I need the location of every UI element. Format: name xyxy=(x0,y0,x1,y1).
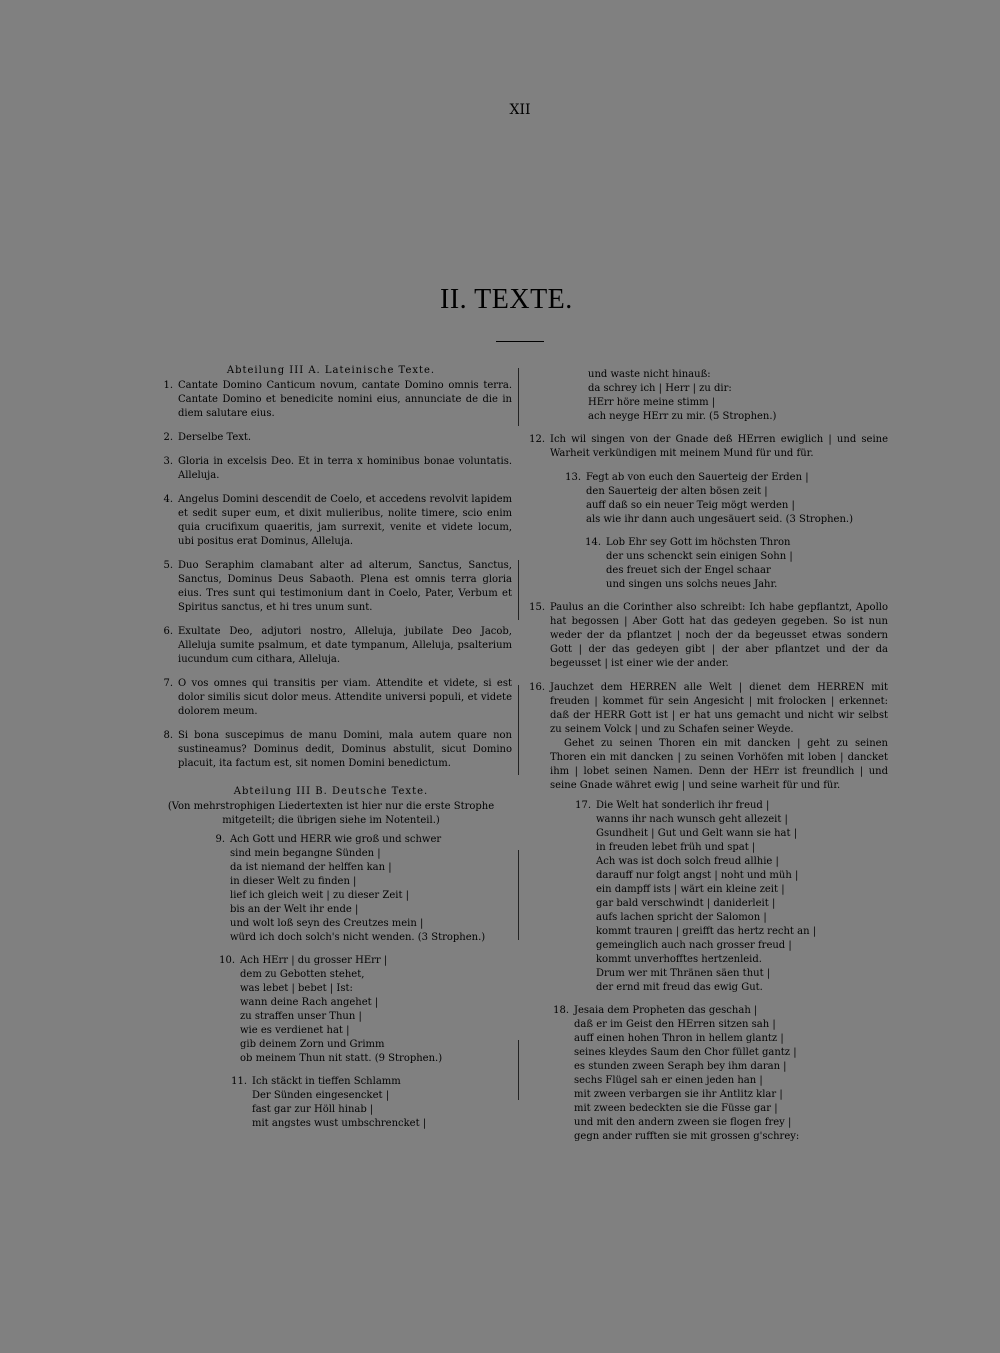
text-item xyxy=(150,729,512,771)
verse-line: gar bald verschwindt | daniderleit | xyxy=(596,898,776,909)
verse-line: der uns schenckt sein einigen Sohn | xyxy=(606,551,793,562)
column-rule xyxy=(518,560,519,620)
item-number: 6. xyxy=(163,626,173,637)
verse-line: und waste nicht hinauß: xyxy=(588,369,711,380)
verse-line: zu straffen unser Thun | xyxy=(240,1011,362,1022)
title-rule xyxy=(496,341,544,342)
item-text: Jauchzet dem HERREN alle Welt | dienet dem HERREN mit freuden | kommet für sein Angesicht | mit frolocken | erkennet: daß der HERR Gott ist | er hat uns gemacht und nicht wir selbst zu seinem Volck | und zu Schafen seiner Weyde. xyxy=(550,682,888,735)
verse-line: auff einen hohen Thron in hellem glantz | xyxy=(574,1033,784,1044)
page-number: XII xyxy=(509,102,531,118)
text-item xyxy=(528,601,888,671)
verse-line: Fegt ab von euch den Sauerteig der Erden | xyxy=(586,472,809,483)
verse-line: kommt unverhofftes hertzenleid. xyxy=(596,954,762,965)
verse-line: Ach Gott und HERR wie groß und schwer xyxy=(230,834,442,845)
column-rule xyxy=(518,1040,519,1100)
verse-line: Ach HErr | du grosser HErr | xyxy=(240,955,388,966)
verse-item xyxy=(212,1075,512,1131)
item-text: Gloria in excelsis Deo. Et in terra x hominibus bonae voluntatis. Alleluja. xyxy=(178,456,512,481)
column-rule xyxy=(518,368,519,426)
verse-line: ach neyge HErr zu mir. (5 Strophen.) xyxy=(588,411,777,422)
verse-line: aufs lachen spricht der Salomon | xyxy=(596,912,767,923)
item-number: 5. xyxy=(163,560,173,571)
verse-line: es stunden zween Seraph bey ihm daran | xyxy=(574,1061,787,1072)
item-text: Cantate Domino Canticum novum, cantate Domino omnis terra. Cantate Domino et benedicite nomini eius, annunciate de die in diem salutare eius. xyxy=(178,380,512,419)
section-heading-german: Abteilung III B. Deutsche Texte. xyxy=(233,786,429,797)
item-text: Paulus an die Corinther also schreibt: Ich habe gepflantzt, Apollo hat begossen | Aber Gott hat das gedeyen gegeben. So ist nun weder der da pflantzet | noch der da begeusset etwas sondern Gott | der das gedeyen gibt | der aber pflantzet und der da begeusset | ist einer wie der ander. xyxy=(550,602,888,669)
verse-line: fast gar zur Höll hinab | xyxy=(252,1104,374,1115)
text-item xyxy=(528,433,888,461)
verse-line: kommt trauren | greifft das hertz recht an | xyxy=(596,926,817,937)
verse-line: da ist niemand der helffen kan | xyxy=(230,862,392,873)
verse-line: mit angstes wust umbschrencket | xyxy=(252,1118,427,1129)
verse-item xyxy=(534,1004,888,1144)
verse-line: würd ich doch solch's nicht wenden. (3 Strophen.) xyxy=(230,932,486,943)
verse-line: den Sauerteig der alten bösen zeit | xyxy=(586,486,768,497)
verse-line: ein dampff ists | wärt ein kleine zeit | xyxy=(596,884,785,895)
verse-line: was lebet | bebet | Ist: xyxy=(240,983,353,994)
left-column xyxy=(150,364,512,1140)
verse-line: sechs Flügel sah er einen jeden han | xyxy=(574,1075,763,1086)
item-text: Si bona suscepimus de manu Domini, mala autem quare non sustineamus? Dominus dedit, Dominus abstulit, sicut Domino placuit, ita factum est, sit nomen Domini benedictum. xyxy=(178,730,512,769)
verse-line: Gsundheit | Gut und Gelt wann sie hat | xyxy=(596,828,798,839)
verse-item xyxy=(546,471,888,527)
verse-line: der ernd mit freud das ewig Gut. xyxy=(596,982,763,993)
text-item xyxy=(150,379,512,421)
verse-line: daß er im Geist den HErren sitzen sah | xyxy=(574,1019,776,1030)
verse-line: Ach was ist doch solch freud allhie | xyxy=(596,856,779,867)
verse-line: darauff nur folgt angst | noht und müh | xyxy=(596,870,799,881)
verse-line: seines kleydes Saum den Chor füllet gantz | xyxy=(574,1047,797,1058)
text-item xyxy=(150,677,512,719)
item-number: 18. xyxy=(553,1005,569,1016)
verse-continuation xyxy=(588,368,888,424)
verse-line: Drum wer mit Thränen säen thut | xyxy=(596,968,771,979)
item-number: 9. xyxy=(215,834,225,845)
verse-item xyxy=(190,833,512,945)
verse-line: Jesaia dem Propheten das geschah | xyxy=(574,1005,758,1016)
verse-line: bis an der Welt ihr ende | xyxy=(230,904,359,915)
verse-line: wanns ihr nach wunsch geht allezeit | xyxy=(596,814,788,825)
item-text-paragraph: Gehet zu seinen Thoren ein mit dancken | geht zu seinen Thoren ein mit dancken | zu seinen Vorhöfen mit loben | dancket ihm | lobet seinen Namen. Denn der HErr ist freundlich | und seine Gnade währet ewig | und seine warheit für und für. xyxy=(550,738,888,791)
text-item xyxy=(150,431,512,445)
verse-line: mit zween bedeckten sie die Füsse gar | xyxy=(574,1103,778,1114)
verse-line: gegn ander rufften sie mit grossen g'schrey: xyxy=(574,1131,800,1142)
verse-line: HErr höre meine stimm | xyxy=(588,397,716,408)
verse-item xyxy=(556,799,888,995)
item-number: 13. xyxy=(565,472,581,483)
verse-line: gemeinglich auch nach grosser freud | xyxy=(596,940,792,951)
verse-line: als wie ihr dann auch ungesäuert seid. (3 Strophen.) xyxy=(586,514,853,525)
verse-item xyxy=(200,954,512,1066)
item-text: Angelus Domini descendit de Coelo, et accedens revolvit lapidem et sedit super eum, et dixit mulieribus, nolite timere, scio enim quia crucifixum quaeritis, jam surrexit, venite et videte locum, ubi positus erat Dominus, Alleluja. xyxy=(178,494,512,547)
verse-line: Ich stäckt in tieffen Schlamm xyxy=(252,1076,401,1087)
verse-line: wann deine Rach angehet | xyxy=(240,997,379,1008)
column-rule xyxy=(518,850,519,940)
verse-line: Der Sünden eingesencket | xyxy=(252,1090,390,1101)
item-number: 11. xyxy=(231,1076,247,1087)
text-item xyxy=(150,559,512,615)
verse-line: sind mein begangne Sünden | xyxy=(230,848,381,859)
page-title: II. TEXTE. xyxy=(440,284,573,315)
verse-line: und singen uns solchs neues Jahr. xyxy=(606,579,778,590)
verse-line: Lob Ehr sey Gott im höchsten Thron xyxy=(606,537,791,548)
item-number: 4. xyxy=(163,494,173,505)
item-number: 14. xyxy=(585,537,601,548)
section-heading-latin: Abteilung III A. Lateinische Texte. xyxy=(226,365,436,376)
column-rule xyxy=(518,685,519,775)
text-item xyxy=(150,625,512,667)
item-number: 17. xyxy=(575,800,591,811)
item-number: 12. xyxy=(529,434,545,445)
text-item xyxy=(528,681,888,793)
verse-line: gib deinem Zorn und Grimm xyxy=(240,1039,385,1050)
verse-line: lief ich gleich weit | zu dieser Zeit | xyxy=(230,890,410,901)
item-number: 7. xyxy=(163,678,173,689)
verse-line: mit zween verbargen sie ihr Antlitz klar | xyxy=(574,1089,783,1100)
verse-item xyxy=(566,536,888,592)
verse-line: da schrey ich | Herr | zu dir: xyxy=(588,383,732,394)
item-text: Exultate Deo, adjutori nostro, Alleluja, jubilate Deo Jacob, Alleluja sumite psalmum, et date tympanum, Alleluja, psalterium iucundum cum cithara, Alleluja. xyxy=(178,626,512,665)
verse-line: ob meinem Thun nit statt. (9 Strophen.) xyxy=(240,1053,443,1064)
verse-line: dem zu Gebotten stehet, xyxy=(240,969,365,980)
item-number: 10. xyxy=(219,955,235,966)
item-text: Duo Seraphim clamabant alter ad alterum, Sanctus, Sanctus, Sanctus, Dominus Deus Sabaoth. Plena est omnis terra gloria eius. Tres sunt qui testimonium dant in Coelo, Pater, Verbum et Spiritus sanctus, et hi tres unum sunt. xyxy=(178,560,512,613)
verse-line: und mit den andern zween sie flogen frey | xyxy=(574,1117,792,1128)
text-item xyxy=(150,455,512,483)
verse-line: wie es verdienet hat | xyxy=(240,1025,350,1036)
section-note: (Von mehrstrophigen Liedertexten ist hier nur die erste Strophe mitgeteilt; die übrigen siehe im Notenteil.) xyxy=(167,801,495,826)
verse-line: auff daß so ein neuer Teig mögt werden | xyxy=(586,500,795,511)
verse-line: des freuet sich der Engel schaar xyxy=(606,565,771,576)
verse-line: in freuden lebet früh und spat | xyxy=(596,842,756,853)
verse-line: und wolt loß seyn des Creutzes mein | xyxy=(230,918,424,929)
item-number: 2. xyxy=(163,432,173,443)
item-number: 3. xyxy=(163,456,173,467)
item-number: 16. xyxy=(529,682,545,693)
verse-line: in dieser Welt zu finden | xyxy=(230,876,357,887)
item-text: Derselbe Text. xyxy=(178,432,252,443)
item-text: Ich wil singen von der Gnade deß HErren ewiglich | und seine Warheit verkündigen mit meinem Mund für und für. xyxy=(550,434,888,459)
item-number: 1. xyxy=(163,380,173,391)
text-item xyxy=(150,493,512,549)
right-column xyxy=(528,368,888,1153)
item-number: 15. xyxy=(529,602,545,613)
item-number: 8. xyxy=(163,730,173,741)
item-text: O vos omnes qui transitis per viam. Attendite et videte, si est dolor similis sicut dolor meus. Attendite universi populi, et videte dolorem meum. xyxy=(178,678,512,717)
verse-line: Die Welt hat sonderlich ihr freud | xyxy=(596,800,770,811)
